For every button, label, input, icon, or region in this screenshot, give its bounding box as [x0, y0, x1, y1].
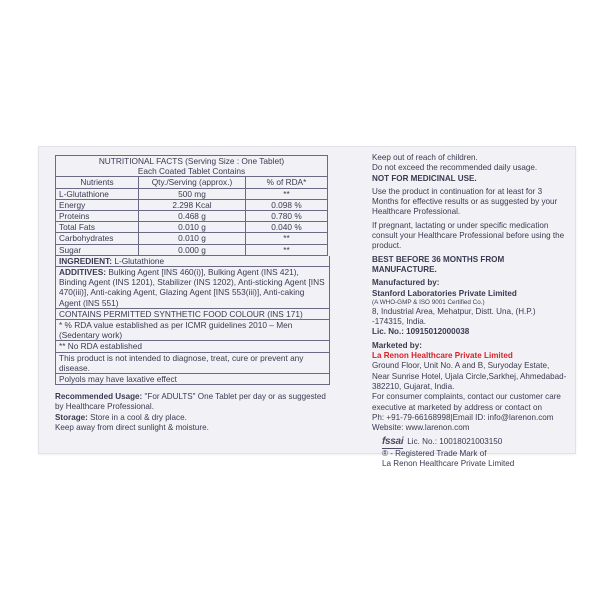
- recommended-usage: [55, 392, 330, 412]
- col-rda: % of RDA*: [246, 177, 328, 188]
- nutrient-qty: 0.468 g: [139, 211, 246, 222]
- table-row: [56, 222, 328, 233]
- not-medicinal: NOT FOR MEDICINAL USE.: [372, 173, 477, 183]
- col-nutrients: Nutrients: [56, 177, 139, 188]
- manufacturer-name: Stanford Laboratories Private Limited: [372, 288, 517, 298]
- best-before: BEST BEFORE 36 MONTHS FROM MANUFACTURE.: [372, 254, 505, 274]
- nutrient-rda: 0.040 %: [246, 222, 328, 233]
- table-row: [56, 244, 328, 255]
- storage: [55, 413, 330, 423]
- nutrient-qty: 0.000 g: [139, 244, 246, 255]
- marketed-label: Marketed by:: [372, 340, 422, 350]
- nutrient-name: Energy: [56, 199, 139, 210]
- fssai-logo: fssai: [382, 436, 404, 448]
- warning-children: Keep out of reach of children.: [372, 153, 478, 162]
- trademark-line1: ® - Registered Trade Mark of: [382, 448, 487, 458]
- nutrient-rda: **: [246, 244, 328, 255]
- marketer-name: La Renon Healthcare Private Limited: [372, 351, 513, 361]
- nutrient-name: L-Glutathione: [56, 188, 139, 199]
- table-row: [56, 233, 328, 244]
- additives-value: Bulking Agent [INS 460(i)], Bulking Agent (INS 421), Binding Agent (INS 1201), Stabilizer (INS 1202), Anti-sticking Agent [INS 470(iii)], Anti-caking Agent, Glazing Agent [INS 553(iii)], Anti-caking Agent (INS 551): [59, 267, 325, 308]
- nutrient-rda: **: [246, 233, 328, 244]
- warning-dosage: Do not exceed the recommended daily usage.: [372, 163, 538, 173]
- storage-text: Store in a cool & dry place.: [90, 412, 187, 422]
- additives-label: ADDITIVES:: [59, 267, 107, 278]
- polyols-note: Polyols may have laxative effect: [55, 374, 330, 385]
- manufactured-label: Manufactured by:: [372, 278, 440, 288]
- fssai-license: Lic. No.: 10018021003150: [407, 437, 503, 447]
- fssai-row: [372, 437, 568, 448]
- nutrient-qty: 2.298 Kcal: [139, 199, 246, 210]
- col-qty: Qty./Serving (approx.): [139, 177, 246, 188]
- colour-note: CONTAINS PERMITTED SYNTHETIC FOOD COLOUR (INS 171): [55, 309, 330, 320]
- nutrient-qty: 0.010 g: [139, 222, 246, 233]
- nutrient-rda: 0.098 %: [246, 199, 328, 210]
- phone-email: Ph: +91-79-66168998|Email ID: info@larenon.com: [372, 412, 554, 422]
- table-row: [56, 199, 328, 210]
- nutrient-qty: 500 mg: [139, 188, 246, 199]
- storage-label: Storage:: [55, 412, 88, 422]
- nutrition-heading-row: [56, 156, 328, 177]
- pregnant-note: If pregnant, lactating or under specific medication consult your Healthcare Professional before using the product.: [372, 220, 565, 251]
- complaints-note: For consumer complaints, contact our customer care executive at marketed by address or contact on: [372, 392, 561, 412]
- nutrition-heading-line2: Each Coated Tablet Contains: [137, 166, 246, 177]
- usage-section: [55, 392, 330, 433]
- trademark-line2: La Renon Healthcare Private Limited: [382, 459, 515, 469]
- nutrition-table: [55, 155, 328, 256]
- additives-box: [55, 267, 330, 309]
- table-row: [56, 211, 328, 222]
- rda-note: * % RDA value established as per ICMR guidelines 2010 – Men (Sedentary work): [55, 320, 330, 341]
- nutrient-qty: 0.010 g: [139, 233, 246, 244]
- nutrient-name: Total Fats: [56, 222, 139, 233]
- ingredient-label: INGREDIENT:: [59, 255, 113, 266]
- license-number: Lic. No.: 10915012000038: [372, 327, 470, 337]
- recommended-text: "For ADULTS" One Tablet per day or as suggested by Healthcare Professional.: [55, 392, 326, 412]
- manufacturer-address: 8, Industrial Area, Mehatpur, Distt. Una, (H.P.) -174315, India.: [372, 306, 536, 327]
- marketer-address: Ground Floor, Unit No. A and B, Suryoday Estate, Near Sunrise Hotel, Ujala Circle,Sarkhej, Ahmedabad-382210, Gujarat, India.: [372, 361, 567, 391]
- nutrient-rda: **: [246, 188, 328, 199]
- recommended-label: Recommended Usage:: [55, 392, 143, 402]
- no-rda-note: ** No RDA established: [55, 341, 330, 352]
- ingredient-value: L-Glutathione: [114, 255, 165, 266]
- sunlight-text: Keep away from direct sunlight & moisture.: [55, 422, 209, 432]
- nutrient-name: Proteins: [56, 211, 139, 222]
- table-row: [56, 188, 328, 199]
- carton-back-panel: [38, 146, 576, 469]
- continuation-note: Use the product in continuation for at least for 3 Months for effective results or as suggested by your Healthcare Professional.: [372, 186, 558, 217]
- nutrient-name: Sugar: [56, 244, 139, 255]
- nutrition-heading-line1: NUTRITIONAL FACTS (Serving Size : One Tablet): [98, 156, 285, 166]
- disclaimer: This product is not intended to diagnose, treat, cure or prevent any disease.: [55, 353, 330, 374]
- manufacturer-cert: (A WHO-GMP & ISO 9001 Certified Co.): [372, 298, 485, 306]
- ingredient-box: [55, 256, 330, 267]
- info-section: [372, 153, 568, 469]
- nutrition-section: [55, 155, 335, 433]
- nutrient-name: Carbohydrates: [56, 233, 139, 244]
- nutrition-heading: [56, 156, 328, 177]
- nutrient-rda: 0.780 %: [246, 211, 328, 222]
- website: Website: www.larenon.com: [372, 423, 470, 433]
- nutrition-header-row: [56, 177, 328, 188]
